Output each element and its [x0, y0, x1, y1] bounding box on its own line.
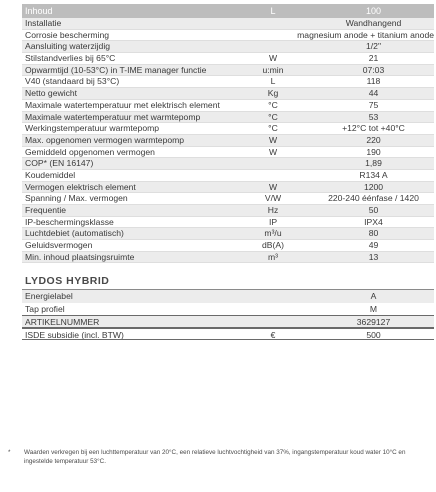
table-row [22, 328, 434, 341]
row-value: R134 A [359, 169, 388, 180]
row-label: COP* (EN 16147) [25, 158, 94, 169]
row-value: 3629127 [356, 317, 391, 328]
row-unit: W [268, 134, 278, 145]
row-label: Geluidsvermogen [25, 240, 93, 251]
row-value: 1/2" [366, 41, 381, 52]
table-row [22, 182, 434, 194]
table-row [22, 193, 434, 205]
row-value: 21 [368, 53, 379, 64]
row-unit: u:min [262, 64, 284, 75]
row-label: Vermogen elektrisch element [25, 181, 136, 192]
footnote-marker: * [8, 449, 11, 456]
hybrid-rows [22, 290, 434, 340]
table-row [22, 123, 434, 135]
row-value: 190 [366, 146, 381, 157]
table-row [22, 76, 434, 88]
row-unit [233, 41, 313, 52]
row-value: 500 [366, 329, 381, 340]
row-label: Spanning / Max. vermogen [25, 193, 128, 204]
row-value: +12°C tot +40°C [342, 123, 405, 134]
row-unit: Hz [267, 205, 279, 215]
table-row [22, 170, 434, 182]
row-value: 13 [368, 251, 379, 262]
row-value: 75 [368, 99, 379, 110]
row-value: 118 [366, 76, 381, 87]
row-label: Installatie [25, 18, 62, 28]
row-unit: W [268, 146, 278, 157]
section-title: LYDOS HYBRID [22, 273, 434, 290]
row-label: Stilstandverlies bij 65°C [25, 53, 116, 64]
table-row [22, 217, 434, 229]
row-label: Aansluiting waterzijdig [25, 41, 111, 52]
row-label: Frequentie [25, 205, 67, 215]
row-value: 53 [368, 111, 379, 122]
row-label: Opwarmtijd (10-53°C) in T-IME manager functie [25, 64, 207, 75]
table-row [22, 303, 434, 316]
row-label: Max. opgenomen vermogen warmtepomp [25, 134, 185, 145]
row-value: Wandhangend [345, 18, 402, 28]
header-value: 100 [365, 6, 382, 16]
row-label: Luchtdebiet (automatisch) [25, 228, 124, 239]
table-row [22, 18, 434, 30]
row-unit: m³ [267, 251, 279, 262]
row-value: 1,89 [365, 158, 382, 169]
row-unit [233, 18, 313, 29]
row-value: 1200 [363, 181, 384, 192]
row-label: V40 (standaard bij 53°C) [25, 76, 120, 87]
row-value: M [369, 303, 378, 314]
row-value: magnesium anode + titanium anode [297, 29, 434, 40]
row-unit [233, 303, 313, 316]
row-label: Werkingstemperatuur warmtepomp [25, 123, 160, 134]
row-label: IP-beschermingsklasse [25, 216, 114, 227]
row-value: 44 [368, 88, 379, 99]
row-unit [233, 158, 313, 169]
row-label: Maximale watertemperatuur met elektrisch element [25, 99, 220, 110]
row-unit: € [270, 329, 276, 340]
row-value: 49 [368, 240, 379, 251]
spec-rows [22, 18, 434, 263]
row-unit [233, 290, 313, 303]
table-header [22, 4, 434, 18]
row-value: A [370, 291, 377, 302]
spec-table [22, 4, 434, 340]
table-row [22, 252, 434, 264]
row-unit: Kg [267, 88, 279, 99]
table-row [22, 30, 434, 42]
table-row [22, 228, 434, 240]
table-row [22, 41, 434, 53]
table-row [22, 53, 434, 65]
row-unit [233, 170, 313, 181]
row-unit: °C [268, 111, 278, 122]
row-label: Koudemiddel [25, 169, 76, 180]
header-unit: L [270, 6, 276, 16]
header-label: Inhoud [25, 6, 53, 16]
table-row [22, 158, 434, 170]
row-unit [222, 30, 298, 41]
table-row [22, 65, 434, 77]
table-row [22, 205, 434, 217]
row-label: Min. inhoud plaatsingsruimte [25, 251, 135, 262]
table-row [22, 290, 434, 303]
row-unit: m³/u [264, 228, 282, 239]
row-unit: W [268, 181, 278, 192]
row-unit: °C [268, 123, 278, 134]
row-value: 07:03 [362, 64, 385, 75]
row-label: Corrosie bescherming [25, 29, 110, 40]
table-row [22, 240, 434, 252]
row-unit: W [268, 53, 278, 64]
row-unit: IP [268, 216, 278, 227]
table-row [22, 147, 434, 159]
row-unit: V/W [264, 193, 282, 204]
row-label: Netto gewicht [25, 88, 78, 99]
row-unit: dB(A) [262, 240, 284, 251]
row-value: 220 [366, 134, 381, 145]
table-row [22, 88, 434, 100]
row-label: Tap profiel [25, 303, 65, 314]
table-row [22, 315, 434, 328]
row-value: 220-240 éénfase / 1420 [328, 193, 419, 204]
row-unit: L [270, 76, 276, 87]
footnote-text: Waarden verkregen bij een luchttemperatuur van 20°C, een relatieve luchtvochtigheid van 37%, ingangstemperatuur koud water 10°C en ingestelde temperatuur 53°C. [24, 449, 406, 465]
row-label: Gemiddeld opgenomen vermogen [25, 146, 155, 157]
row-value: 50 [368, 205, 379, 215]
row-label: Maximale watertemperatuur met warmtepomp [25, 111, 201, 122]
row-label: Energielabel [25, 291, 73, 302]
row-value: IPX4 [364, 216, 383, 227]
row-unit: °C [268, 99, 278, 110]
table-row [22, 100, 434, 112]
row-label: ISDE subsidie (incl. BTW) [25, 329, 124, 340]
row-value: 80 [368, 228, 379, 239]
row-unit [233, 316, 313, 327]
row-label: ARTIKELNUMMER [25, 317, 100, 327]
table-row [22, 135, 434, 147]
table-row [22, 112, 434, 124]
